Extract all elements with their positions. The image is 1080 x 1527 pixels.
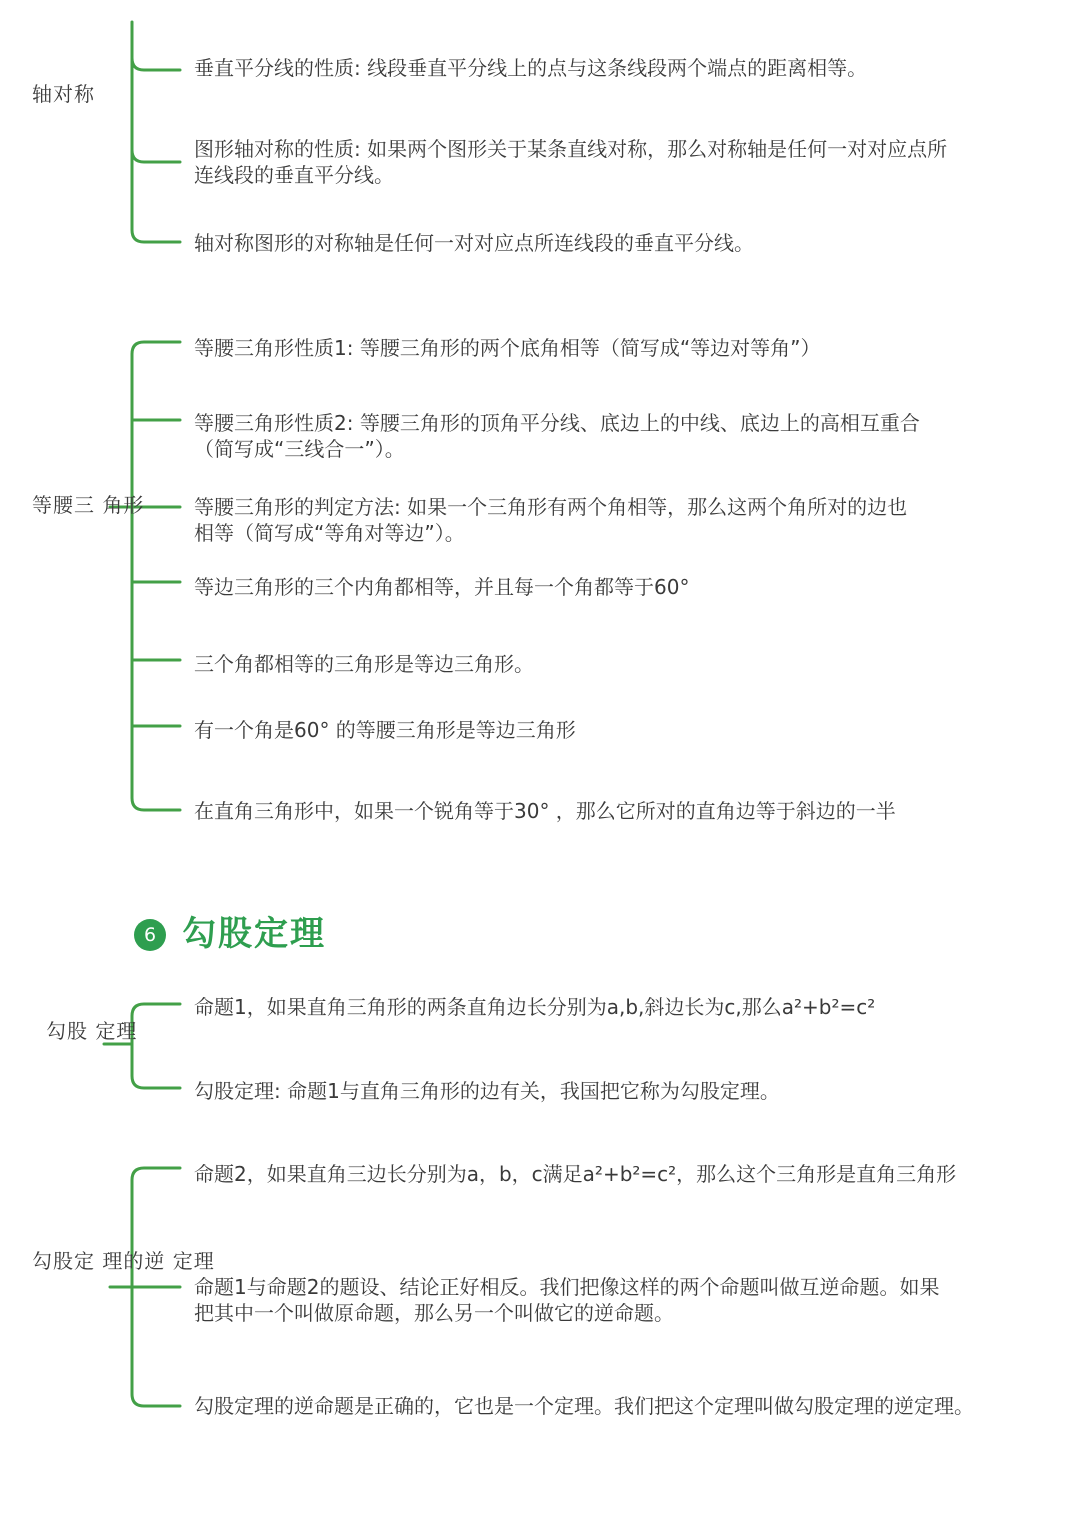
group-axial-symmetry: [0, 0, 1080, 260]
group-label: 勾股 定理: [46, 1019, 138, 1043]
list-item: 等边三角形的三个内角都相等，并且每一个角都等于60°: [194, 575, 690, 599]
group-label: 轴对称: [32, 82, 95, 106]
list-item: 勾股定理的逆命题是正确的，它也是一个定理。我们把这个定理叫做勾股定理的逆定理。: [194, 1394, 974, 1418]
section-title: 勾股定理: [182, 914, 326, 954]
group-label: 等腰三 角形: [32, 493, 145, 517]
list-item: 在直角三角形中，如果一个锐角等于30° ，那么它所对的直角边等于斜边的一半: [194, 799, 896, 823]
list-item: 命题2，如果直角三边长分别为a，b，c满足a²+b²=c²，那么这个三角形是直角三角形: [194, 1162, 957, 1186]
group-label: 勾股定 理的逆 定理: [32, 1249, 215, 1273]
list-item: 垂直平分线的性质: 线段垂直平分线上的点与这条线段两个端点的距离相等。: [194, 56, 868, 80]
list-item: 勾股定理: 命题1与直角三角形的边有关，我国把它称为勾股定理。: [194, 1079, 780, 1103]
list-item: 三个角都相等的三角形是等边三角形。: [194, 652, 534, 676]
list-item: 等腰三角形的判定方法: 如果一个三角形有两个角相等，那么这两个角所对的边也 相等（简写成“等角对等边”）。: [194, 495, 908, 545]
group-converse-pythagorean: [0, 1150, 1080, 1430]
list-item: 轴对称图形的对称轴是任何一对对应点所连线段的垂直平分线。: [194, 231, 754, 255]
list-item: 命题1与命题2的题设、结论正好相反。我们把像这样的两个命题叫做互逆命题。如果 把其中一个叫做原命题，那么另一个叫做它的逆命题。: [194, 1275, 940, 1325]
list-item: 命题1，如果直角三角形的两条直角边长分别为a,b,斜边长为c,那么a²+b²=c²: [194, 995, 876, 1019]
list-item: 有一个角是60° 的等腰三角形是等边三角形: [194, 718, 576, 742]
group-isosceles-triangle: [0, 320, 1080, 840]
list-item: 图形轴对称的性质: 如果两个图形关于某条直线对称，那么对称轴是任何一对对应点所 连线段的垂直平分线。: [194, 137, 948, 187]
group-pythagorean-theorem: [0, 980, 1080, 1110]
list-item: 等腰三角形性质2: 等腰三角形的顶角平分线、底边上的中线、底边上的高相互重合 （简写成“三线合一”）。: [194, 411, 920, 461]
list-item: 等腰三角形性质1: 等腰三角形的两个底角相等（简写成“等边对等角”）: [194, 336, 821, 360]
bracket-axial-symmetry: [0, 0, 1080, 260]
section-number-badge: 6: [134, 919, 166, 951]
